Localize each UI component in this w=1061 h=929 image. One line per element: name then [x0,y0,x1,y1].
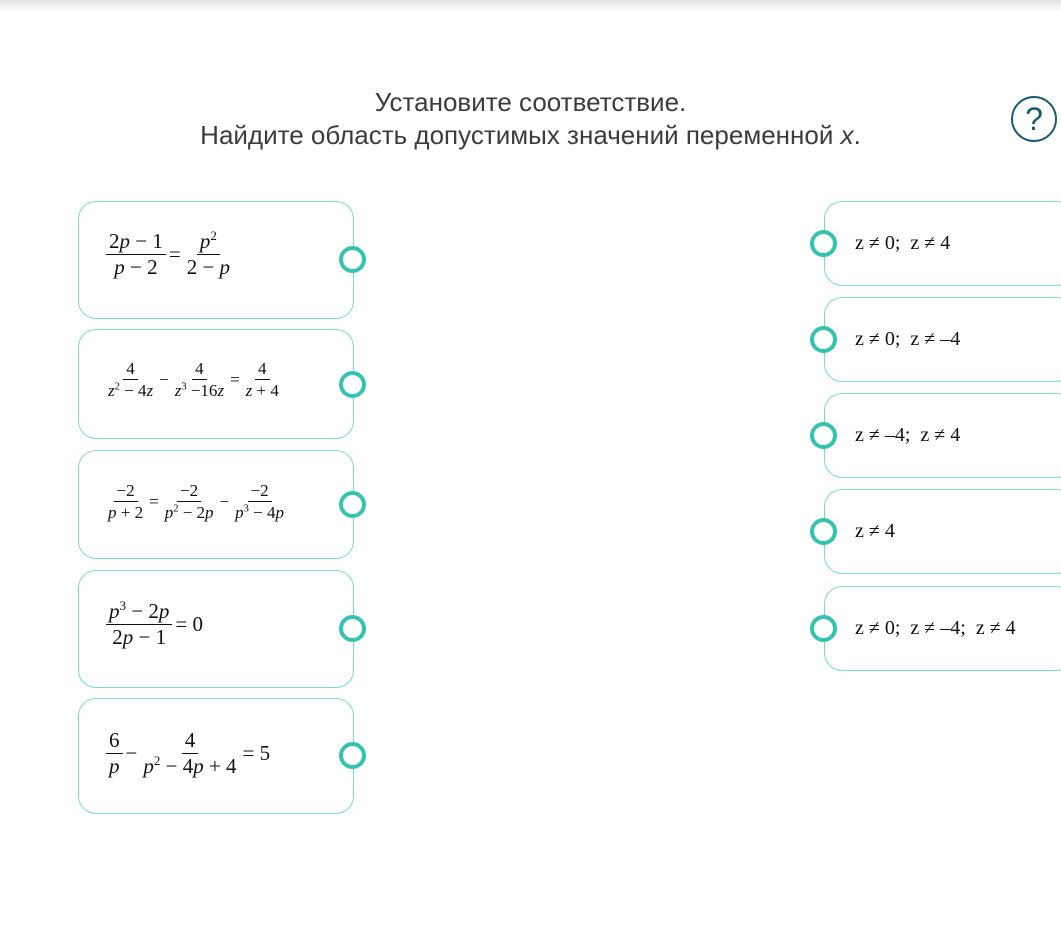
equation-3-connector[interactable] [339,491,366,518]
equation-card-3[interactable] [78,450,354,559]
answer-3-text: z ≠ –4; z ≠ 4 [855,424,961,446]
answer-5-text: z ≠ 0; z ≠ –4; z ≠ 4 [855,617,1016,639]
equation-card-2[interactable] [78,329,354,439]
answer-card-2[interactable] [824,297,1061,382]
task-title-line2 [0,119,1061,152]
answer-card-3[interactable] [824,393,1061,478]
equation-card-5[interactable] [78,698,354,814]
task-title-suffix: . [853,120,861,150]
equation-card-1[interactable] [78,201,354,319]
equation-3-formula: $\frac{-2}{p + 2}$ = $\frac{-2}{p^2 - 2p}$ − $\frac{-2}{p^3 - 4p}$ [108,481,284,522]
task-title [0,86,1061,152]
answer-4-text: z ≠ 4 [855,520,895,542]
answer-2-connector[interactable] [810,326,837,353]
equation-2-formula: $\frac{4}{z^2 - 4z}$ − $\frac{4}{z^3 -16z}$ = $\frac{4}{z + 4}$ [108,359,279,400]
answer-3-connector[interactable] [810,422,837,449]
equation-1-connector[interactable] [339,246,366,273]
answer-4-connector[interactable] [810,518,837,545]
top-strip [0,0,1061,12]
answer-card-4[interactable] [824,489,1061,574]
task-title-line1: Установите соответствие. [374,87,687,117]
task-title-variable: x [840,120,854,150]
question-circle-icon: ? [1025,101,1043,137]
answer-card-1[interactable] [824,201,1061,286]
equation-5-connector[interactable] [339,742,366,769]
answer-card-5[interactable] [824,586,1061,671]
task-title-prefix: Найдите область допустимых значений переменной [200,120,841,150]
equation-4-connector[interactable] [339,615,366,642]
equation-4-formula: $\frac{p^3 - 2p}{2p - 1}$ = 0 [104,599,204,650]
answer-1-connector[interactable] [810,230,837,257]
equation-2-connector[interactable] [339,371,366,398]
answer-1-text: z ≠ 0; z ≠ 4 [855,232,951,254]
answer-5-connector[interactable] [810,615,837,642]
answer-2-text: z ≠ 0; z ≠ –4 [855,328,961,350]
equation-1-formula: $\frac{2p - 1}{p - 2}$ = $\frac{p^2}{2 - p}$ [104,229,235,280]
equation-5-formula: $\frac{6}{p}$ − $\frac{4}{p^2 - 4p + 4}$ = 5 [104,728,271,779]
equation-card-4[interactable] [78,570,354,688]
help-button[interactable] [1011,96,1057,142]
